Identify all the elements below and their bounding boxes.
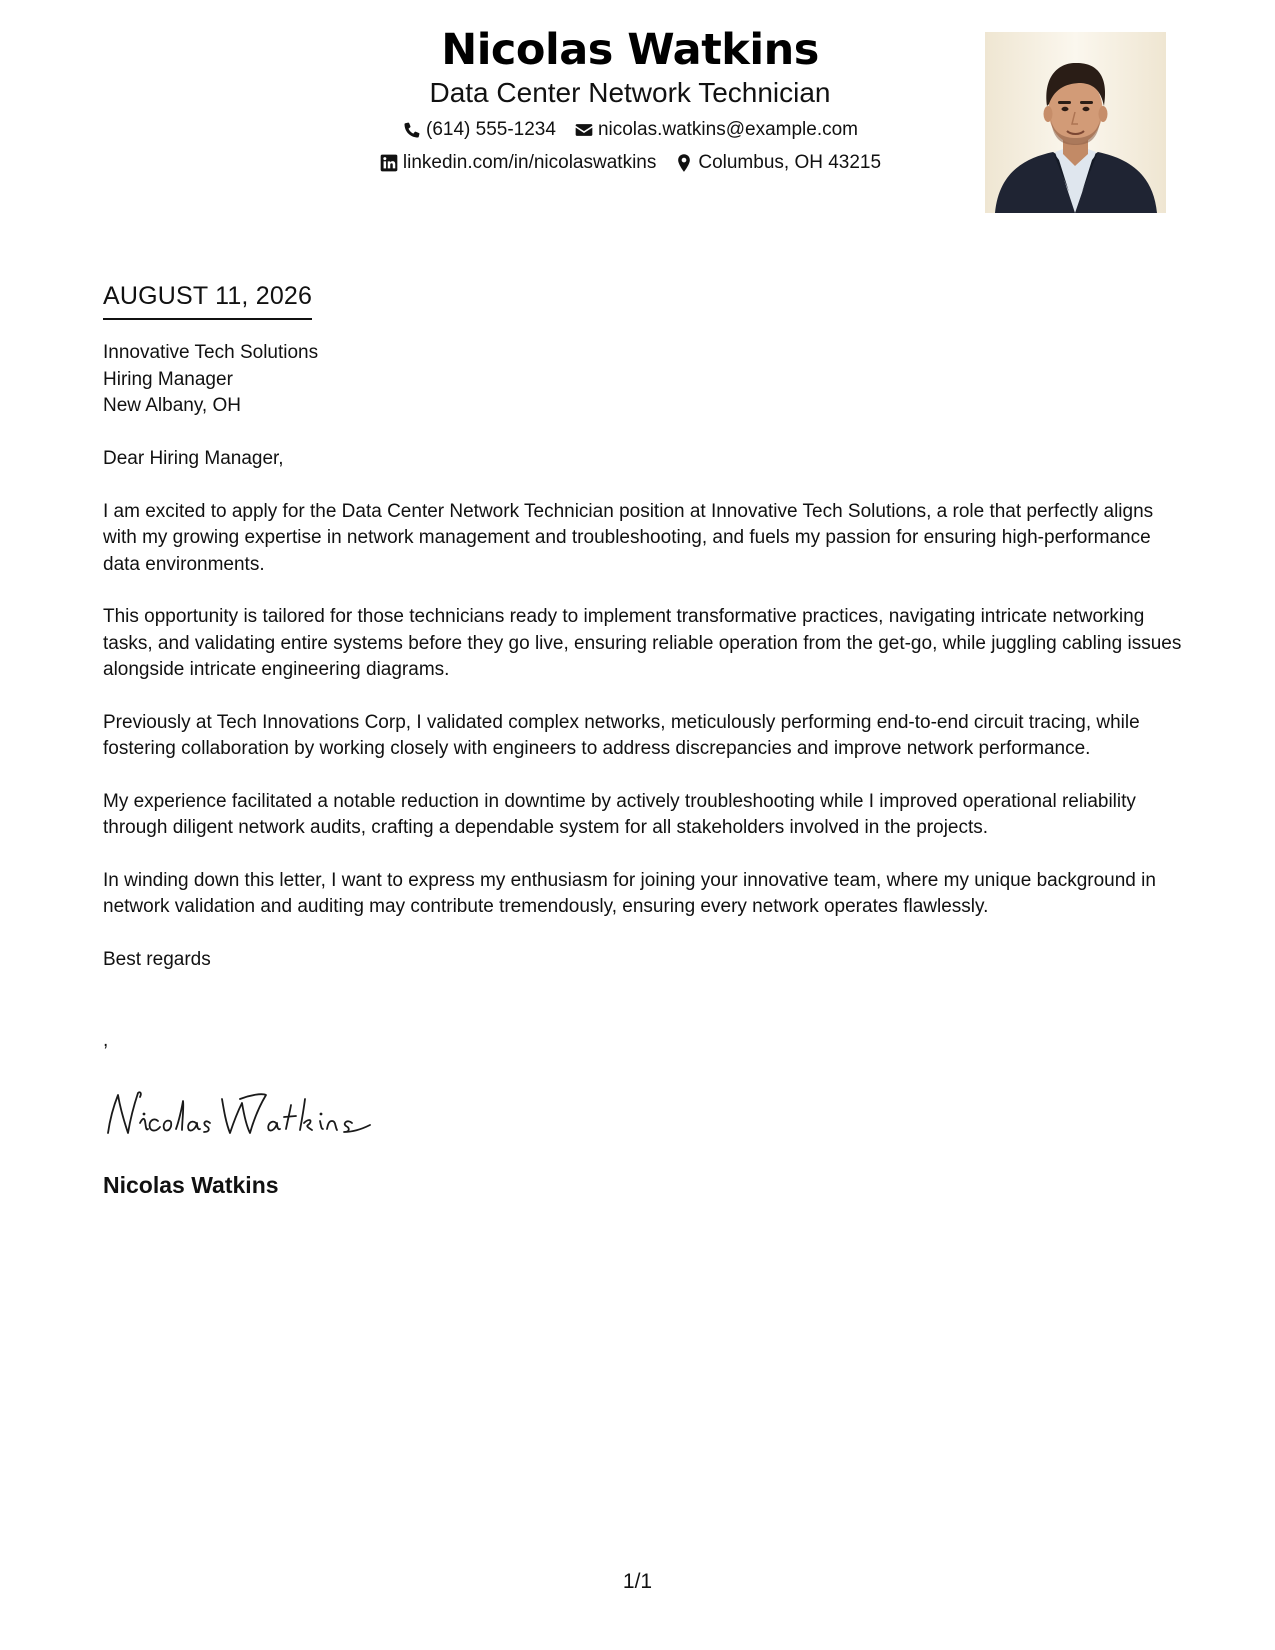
job-title: Data Center Network Technician [429, 77, 831, 108]
letter-body [103, 446, 1183, 999]
salutation: Dear Hiring Manager, [103, 448, 284, 469]
recipient-block [103, 340, 318, 420]
location-text: Columbus, OH 43215 [698, 152, 882, 173]
map-pin-icon [674, 153, 694, 173]
envelope-icon [574, 120, 594, 140]
contact-row-2 [240, 148, 1020, 178]
profile-photo [985, 32, 1166, 213]
contact-location [674, 148, 881, 178]
letter-header [240, 22, 1020, 178]
body-paragraph: This opportunity is tailored for those technicians ready to implement transformative practices, navigating intricate networking tasks, and validating entire systems before they go live, ensuring reliable operation from the get-go, while juggling cabling issues alongside intricate engineering diagrams. [103, 606, 1182, 680]
recipient-contact: Hiring Manager [103, 368, 233, 390]
closing: Best regards [103, 948, 211, 970]
closing-comma: , [103, 1030, 109, 1051]
body-paragraph: I am excited to apply for the Data Center Network Technician position at Innovative Tech Solutions, a role that perfectly aligns with my growing expertise in network management and troubleshooting, and fuels my passion for ensuring high-performance data environments. [103, 500, 1154, 575]
body-paragraph: Previously at Tech Innovations Corp, I validated complex networks, meticulously performing end-to-end circuit tracing, while fostering collaboration by working closely with engineers to address discrepancies and improve network performance. [103, 711, 1140, 759]
phone-text[interactable]: (614) 555-1234 [426, 119, 556, 140]
recipient-company: Innovative Tech Solutions [103, 342, 319, 363]
applicant-name: Nicolas Watkins [441, 25, 819, 75]
letter-date: AUGUST 11, 2026 [103, 280, 312, 320]
linkedin-link[interactable]: linkedin.com/in/nicolaswatkins [402, 152, 657, 173]
phone-icon [402, 120, 422, 140]
recipient-location: New Albany, OH [103, 395, 241, 416]
contact-row-1 [240, 115, 1020, 145]
handwritten-signature [100, 1083, 380, 1143]
linkedin-icon [379, 153, 399, 173]
body-paragraph: My experience facilitated a notable reduction in downtime by actively troubleshooting while I improved operational reliability through diligent network audits, crafting a dependable system for all stakeholders involved in the projects. [103, 790, 1136, 838]
contact-email [574, 115, 858, 145]
signer-name: Nicolas Watkins [103, 1172, 279, 1198]
contact-linkedin [379, 148, 656, 178]
contact-phone [402, 115, 556, 145]
body-paragraph: In winding down this letter, I want to express my enthusiasm for joining your innovative team, where my unique background in network validation and auditing may contribute tremendously, ensuring every network operates flawlessly. [103, 869, 1156, 917]
page-number: 1/1 [622, 1570, 653, 1593]
email-link[interactable]: nicolas.watkins@example.com [597, 119, 858, 140]
